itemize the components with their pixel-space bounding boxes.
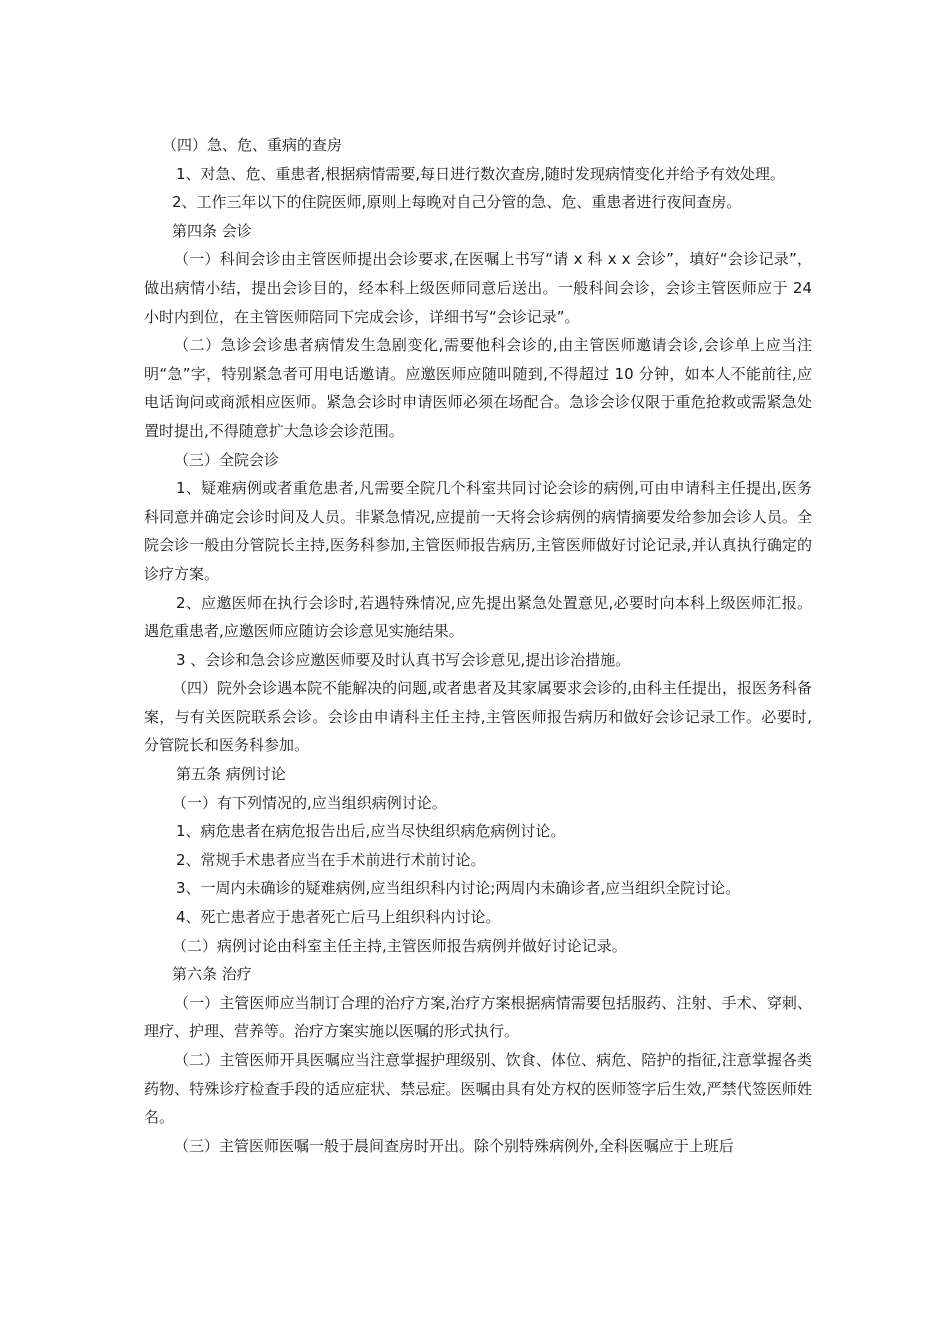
document-body (144, 131, 812, 1160)
paragraph: 1、疑难病例或者重危患者,凡需要全院几个科室共同讨论会诊的病例,可由申请科主任提出,医务科同意并确定会诊时间及人员。非紧急情况,应提前一天将会诊病例的病情摘要发给参加会诊人员。全院会诊一般由分管院长主持,医务科参加,主管医师报告病历,主管医师做好讨论记录,并认真执行确定的诊疗方案。 (144, 479, 812, 583)
paragraph: （三）主管医师医嘱一般于晨间查房时开出。除个别特殊病例外,全科医嘱应于上班后 (174, 1136, 734, 1155)
paragraph: 2、常规手术患者应当在手术前进行术前讨论。 (176, 850, 486, 869)
paragraph: （一）科间会诊由主管医师提出会诊要求,在医嘱上书写“请 x 科 x x 会诊”，填好“会诊记录”，做出病情小结，提出会诊目的，经本科上级医师同意后送出。一般科间会诊，会诊主管医师应于 24 小时内到位，在主管医师陪同下完成会诊，详细书写“会诊记录”。 (144, 250, 812, 326)
section-heading: 第六条 治疗 (172, 965, 252, 984)
paragraph: （二）主管医师开具医嘱应当注意掌握护理级别、饮食、体位、病危、陪护的指征,注意掌握各类药物、特殊诊疗检查手段的适应症状、禁忌症。医嘱由具有处方权的医师签字后生效,严禁代签医师姓名。 (144, 1051, 812, 1127)
paragraph: 1、对急、危、重患者,根据病情需要,每日进行数次查房,随时发现病情变化并给予有效处理。 (176, 164, 785, 183)
paragraph: 1、病危患者在病危报告出后,应当尽快组织病危病例讨论。 (176, 822, 566, 841)
section-heading: 第四条 会诊 (172, 221, 252, 240)
paragraph: （二）病例讨论由科室主任主持,主管医师报告病例并做好讨论记录。 (172, 936, 627, 955)
section-heading: 第五条 病例讨论 (176, 765, 286, 784)
paragraph: 3 、会诊和急会诊应邀医师要及时认真书写会诊意见,提出诊治措施。 (176, 650, 631, 669)
paragraph: 2、应邀医师在执行会诊时,若遇特殊情况,应先提出紧急处置意见,必要时向本科上级医师汇报。遇危重患者,应邀医师应随访会诊意见实施结果。 (144, 593, 812, 641)
paragraph: （一）有下列情况的,应当组织病例讨论。 (172, 793, 447, 812)
paragraph: （四）院外会诊遇本院不能解决的问题,或者患者及其家属要求会诊的,由科主任提出，报医务科备案，与有关医院联系会诊。会诊由申请科主任主持,主管医师报告病历和做好会诊记录工作。必要时,分管院长和医务科参加。 (144, 679, 812, 755)
paragraph: 3、一周内未确诊的疑难病例,应当组织科内讨论;两周内未确诊者,应当组织全院讨论。 (176, 879, 741, 898)
paragraph: 2、工作三年以下的住院医师,原则上每晚对自己分管的急、危、重患者进行夜间查房。 (172, 193, 742, 212)
paragraph: （四）急、危、重病的查房 (162, 136, 343, 154)
paragraph: 4、死亡患者应于患者死亡后马上组织科内讨论。 (176, 908, 501, 927)
paragraph: （一）主管医师应当制订合理的治疗方案,治疗方案根据病情需要包括服药、注射、手术、穿刺、理疗、护理、营养等。治疗方案实施以医嘱的形式执行。 (144, 993, 812, 1041)
paragraph: （三）全院会诊 (174, 450, 280, 469)
paragraph: （二）急诊会诊患者病情发生急剧变化,需要他科会诊的,由主管医师邀请会诊,会诊单上应当注明“急”字，特别紧急者可用电话邀请。应邀医师应随叫随到,不得超过 10 分钟，如本人不能前往,应电话询问或商派相应医师。紧急会诊时申请医师必须在场配合。急诊会诊仅限于重危抢救或需紧急处置时提出,不得随意扩大急诊会诊范围。 (144, 336, 812, 440)
